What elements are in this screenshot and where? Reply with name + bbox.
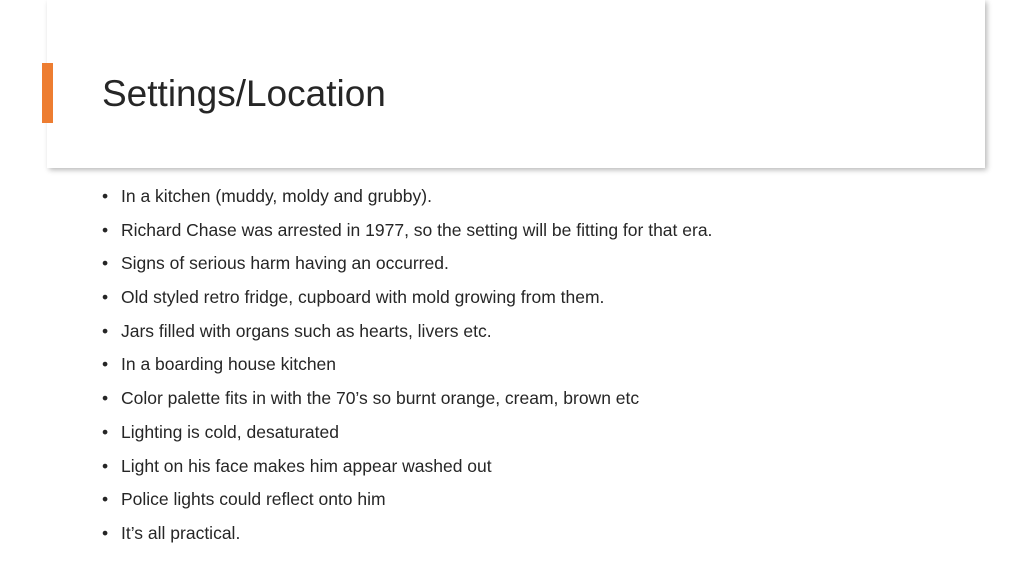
bullet-dot-icon: •: [102, 522, 109, 543]
bullet-item: [102, 418, 712, 452]
bullet-text: Old styled retro fridge, cupboard with mold growing from them.: [121, 287, 605, 308]
bullet-dot-icon: •: [102, 287, 109, 308]
bullet-dot-icon: •: [102, 489, 109, 510]
bullet-text: Richard Chase was arrested in 1977, so the setting will be fitting for that era.: [121, 219, 713, 240]
title-accent-bar: [42, 63, 53, 123]
bullet-text: In a kitchen (muddy, moldy and grubby).: [121, 186, 432, 206]
bullet-item: [102, 485, 712, 519]
bullet-dot-icon: •: [102, 320, 109, 341]
bullet-dot-icon: •: [102, 354, 109, 375]
bullet-item: [102, 283, 712, 317]
bullet-text: Light on his face makes him appear washed out: [121, 455, 492, 476]
slide-title: Settings/Location: [102, 73, 386, 114]
bullet-item: [102, 350, 712, 384]
bullet-text: Jars filled with organs such as hearts, livers etc.: [121, 320, 492, 341]
bullet-text: Lighting is cold, desaturated: [121, 421, 339, 442]
bullet-item: [102, 317, 712, 351]
bullet-item: [102, 182, 712, 216]
bullet-text: Color palette fits in with the 70’s so burnt orange, cream, brown etc: [121, 388, 640, 409]
bullet-dot-icon: •: [102, 253, 109, 274]
bullet-list: [102, 182, 712, 553]
bullet-text: In a boarding house kitchen: [121, 354, 337, 375]
bullet-item: [102, 384, 712, 418]
bullet-item: [102, 519, 712, 553]
bullet-item: [102, 216, 712, 250]
bullet-dot-icon: •: [102, 219, 109, 240]
bullet-dot-icon: •: [102, 455, 109, 476]
bullet-dot-icon: •: [102, 388, 109, 409]
bullet-dot-icon: •: [102, 421, 109, 442]
bullet-item: [102, 452, 712, 486]
bullet-item: [102, 249, 712, 283]
bullet-text: Signs of serious harm having an occurred.: [121, 253, 449, 274]
bullet-text: Police lights could reflect onto him: [121, 489, 386, 510]
bullet-dot-icon: •: [102, 186, 109, 206]
bullet-text: It’s all practical.: [121, 522, 241, 543]
